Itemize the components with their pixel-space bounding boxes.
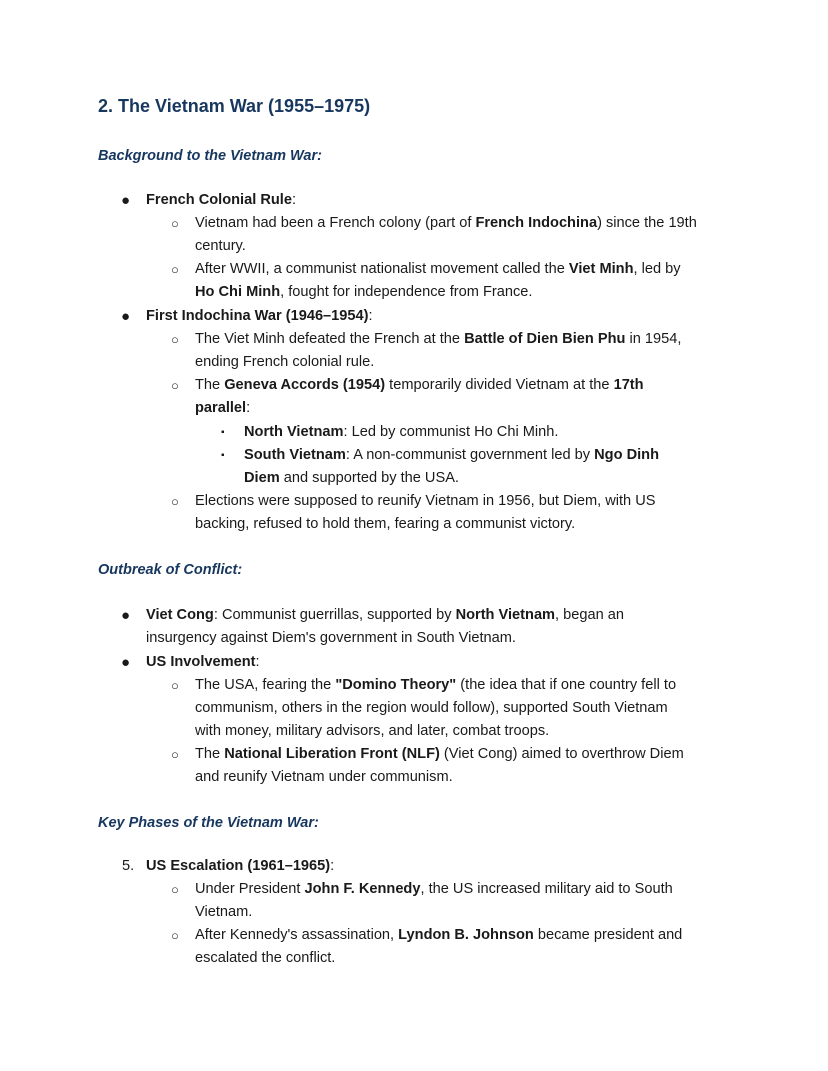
list-item-domino-theory-cont2: with money, military advisors, and later, combat troops. — [195, 723, 550, 739]
list-item-domino-theory: The USA, fearing the "Domino Theory" (the idea that if one country fell to — [195, 677, 677, 693]
list-item-french-colony: Vietnam had been a French colony (part of French Indochina) since the 19th — [195, 215, 697, 231]
list-item-us-escalation: US Escalation (1961–1965): — [146, 858, 335, 874]
list-item-viet-cong-cont: insurgency against Diem's government in South Vietnam. — [146, 630, 516, 646]
bullet-marker: ● — [121, 192, 131, 209]
list-item-north-vietnam: North Vietnam: Led by communist Ho Chi Minh. — [244, 424, 559, 440]
list-item-french-colony-cont: century. — [195, 238, 246, 254]
list-number: 5. — [122, 858, 135, 874]
circle-marker: ○ — [171, 332, 179, 347]
list-item-geneva-accords: The Geneva Accords (1954) temporarily divided Vietnam at the 17th — [195, 377, 644, 393]
circle-marker: ○ — [171, 378, 179, 393]
section-heading-key-phases: Key Phases of the Vietnam War: — [98, 815, 319, 831]
list-item-elections-cont: backing, refused to hold them, fearing a communist victory. — [195, 516, 576, 532]
list-item-geneva-accords-cont: parallel: — [195, 400, 251, 416]
list-item-french-colonial-rule: French Colonial Rule: — [146, 192, 297, 208]
list-item-first-indochina-war: First Indochina War (1946–1954): — [146, 308, 373, 324]
bullet-marker: ● — [121, 607, 131, 624]
circle-marker: ○ — [171, 494, 179, 509]
circle-marker: ○ — [171, 882, 179, 897]
circle-marker: ○ — [171, 216, 179, 231]
list-item-domino-theory-cont: communism, others in the region would follow), supported South Vietnam — [195, 700, 668, 716]
circle-marker: ○ — [171, 262, 179, 277]
bullet-marker: ● — [121, 654, 131, 671]
list-item-south-vietnam: South Vietnam: A non-communist government led by Ngo Dinh — [244, 447, 659, 463]
list-item-south-vietnam-cont: Diem and supported by the USA. — [244, 470, 459, 486]
list-item-johnson-cont: escalated the conflict. — [195, 950, 336, 966]
list-item-nlf: The National Liberation Front (NLF) (Viet Cong) aimed to overthrow Diem — [195, 746, 684, 762]
list-item-dien-bien-phu: The Viet Minh defeated the French at the Battle of Dien Bien Phu in 1954, — [195, 331, 682, 347]
list-item-johnson: After Kennedy's assassination, Lyndon B. Johnson became president and — [195, 927, 683, 943]
section-heading-background: Background to the Vietnam War: — [98, 148, 322, 164]
list-item-elections: Elections were supposed to reunify Vietnam in 1956, but Diem, with US — [195, 493, 656, 509]
bullet-marker: ● — [121, 308, 131, 325]
circle-marker: ○ — [171, 678, 179, 693]
list-item-viet-minh: After WWII, a communist nationalist movement called the Viet Minh, led by — [195, 261, 681, 277]
list-item-dien-bien-phu-cont: ending French colonial rule. — [195, 354, 375, 370]
square-marker: ▪ — [221, 450, 225, 461]
square-marker: ▪ — [221, 427, 225, 438]
circle-marker: ○ — [171, 747, 179, 762]
list-item-nlf-cont: and reunify Vietnam under communism. — [195, 769, 453, 785]
list-item-us-involvement: US Involvement: — [146, 654, 260, 670]
list-item-kennedy: Under President John F. Kennedy, the US increased military aid to South — [195, 881, 673, 897]
section-heading-outbreak: Outbreak of Conflict: — [98, 562, 243, 578]
list-item-viet-cong: Viet Cong: Communist guerrillas, supported by North Vietnam, began an — [146, 607, 625, 623]
page-title: 2. The Vietnam War (1955–1975) — [98, 96, 371, 116]
list-item-kennedy-cont: Vietnam. — [195, 904, 253, 920]
list-item-viet-minh-cont: Ho Chi Minh, fought for independence from France. — [195, 284, 533, 300]
circle-marker: ○ — [171, 928, 179, 943]
